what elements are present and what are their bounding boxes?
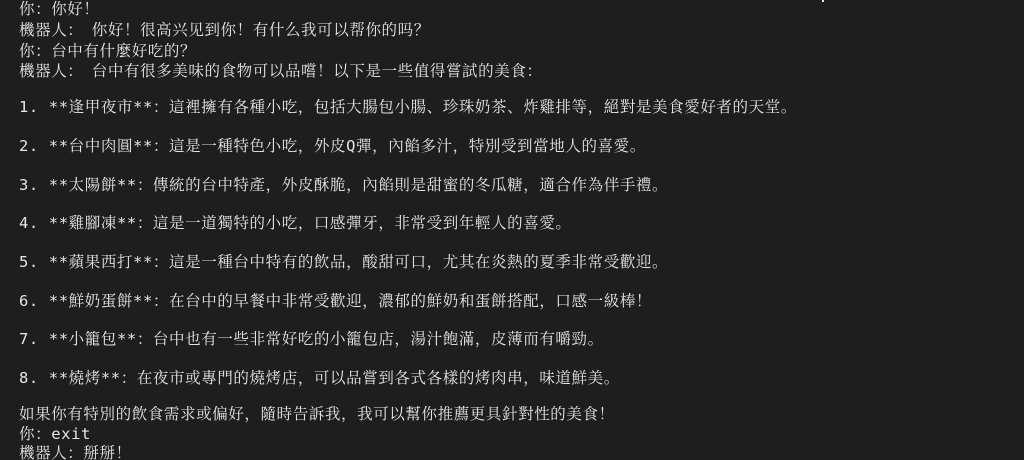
food-item-5: 5. **蘋果西打**：這是一種台中特有的飲品，酸甜可口，尤其在炎熱的夏季非常受歡迎。 xyxy=(19,253,669,271)
food-item-8: 8. **燒烤**：在夜市或專門的燒烤店，可以品嘗到各式各樣的烤肉串，味道鮮美。 xyxy=(19,369,620,387)
food-item-3: 3. **太陽餅**：傳統的台中特產，外皮酥脆，內餡則是甜蜜的冬瓜糖，適合作為伴手禮。 xyxy=(19,176,669,194)
user-greeting-line: 你：你好！ xyxy=(19,0,100,18)
user-exit-line: 你：exit xyxy=(19,425,91,443)
food-item-2: 2. **台中肉圓**：這是一種特色小吃，外皮Q彈，內餡多汁，特別受到當地人的喜愛。 xyxy=(19,137,646,155)
bot-goodbye-line: 機器人：掰掰！ xyxy=(19,444,132,460)
user-question-line: 你：台中有什麼好吃的？ xyxy=(19,42,197,60)
bot-greeting-line: 機器人： 你好！很高兴见到你！有什么我可以帮你的吗？ xyxy=(19,21,430,39)
bot-answer-intro-line: 機器人： 台中有很多美味的食物可以品嚐！以下是一些值得嘗試的美食： xyxy=(19,62,543,80)
food-item-7: 7. **小籠包**：台中也有一些非常好吃的小籠包店，湯汁飽滿，皮薄而有嚼勁。 xyxy=(19,330,604,348)
bot-closing-line: 如果你有特別的飲食需求或偏好，隨時告訴我，我可以幫你推薦更具針對性的美食！ xyxy=(19,405,615,423)
food-item-6: 6. **鮮奶蛋餅**：在台中的早餐中非常受歡迎，濃郁的鮮奶和蛋餅搭配，口感一級棒！ xyxy=(19,292,653,310)
text-cursor xyxy=(822,0,824,2)
food-item-1: 1. **逢甲夜市**：這裡擁有各種小吃，包括大腸包小腸、珍珠奶茶、炸雞排等，絕對是美食愛好者的天堂。 xyxy=(19,98,797,116)
food-item-4: 4. **雞腳凍**：這是一道獨特的小吃，口感彈牙，非常受到年輕人的喜愛。 xyxy=(19,214,572,232)
